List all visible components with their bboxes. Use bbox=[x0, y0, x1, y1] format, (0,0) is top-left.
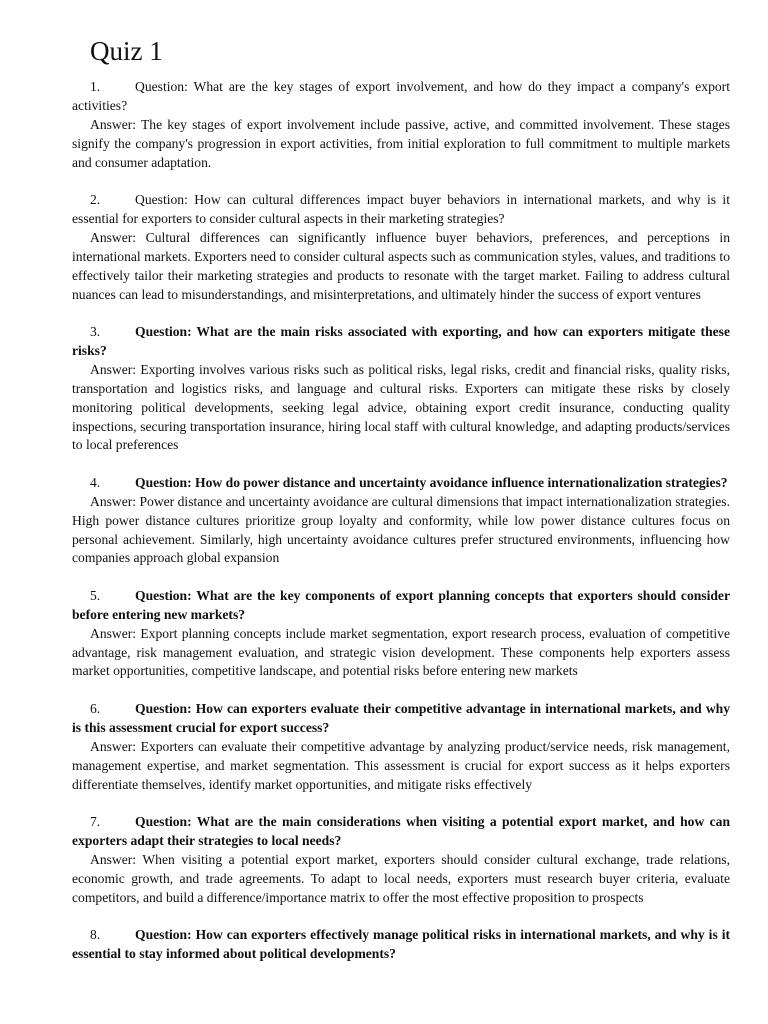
answer-1: Answer: The key stages of export involvement include passive, active, and committed involvement. These stages signify the company's progression in export activities, from initial exploration to full commitment to multiple markets and consumer adaptation. bbox=[72, 116, 730, 170]
document-page bbox=[72, 34, 730, 982]
question-text: Question: How can exporters effectively manage political risks in international markets, and why is it essential to stay informed about political developments? bbox=[72, 926, 730, 961]
answer-5: Answer: Export planning concepts include market segmentation, export research process, evaluation of competitive advantage, risk management evaluation, and strategic vision development. These components help exporters assess market opportunities, competitive landscape, and potential risks before entering new markets bbox=[72, 625, 730, 679]
question-text: Question: What are the main risks associated with exporting, and how can exporters mitigate these risks? bbox=[72, 323, 730, 358]
qa-item-5 bbox=[72, 587, 730, 682]
qa-item-2 bbox=[72, 191, 730, 304]
question-1 bbox=[72, 78, 730, 116]
answer-3: Answer: Exporting involves various risks such as political risks, legal risks, credit and financial risks, quality risks, transportation and logistics risks, and language and cultural risks. Exporters can mitigate these risks by closely monitoring political developments, seeking legal advice, obtaining export credit insurance, conducting quality inspections, securing transportation insurance, hiring local staff with cultural knowledge, and adapting products/services to local preferences bbox=[72, 361, 730, 453]
question-5 bbox=[72, 587, 730, 625]
question-number: 4. bbox=[90, 474, 101, 490]
question-text: Question: What are the key stages of export involvement, and how do they impact a company's export activities? bbox=[72, 79, 730, 113]
question-text: Question: How can cultural differences impact buyer behaviors in international markets, and why is it essential for exporters to consider cultural aspects in their marketing strategies? bbox=[72, 192, 730, 226]
question-number: 6. bbox=[90, 700, 101, 716]
qa-item-6 bbox=[72, 700, 730, 795]
question-number: 7. bbox=[90, 813, 101, 829]
question-number: 5. bbox=[90, 587, 101, 603]
page-title: Quiz 1 bbox=[90, 36, 163, 66]
question-text: Question: What are the key components of export planning concepts that exporters should consider before entering new markets? bbox=[72, 587, 730, 622]
question-number: 3. bbox=[90, 323, 101, 339]
question-text: Question: How can exporters evaluate their competitive advantage in international markets, and why is this assessment crucial for export success? bbox=[72, 700, 730, 735]
answer-7: Answer: When visiting a potential export market, exporters should consider cultural exchange, trade relations, economic growth, and trade agreements. To adapt to local needs, exporters must research buyer criteria, evaluate competitors, and build a difference/importance matrix to offer the most effective proposition to prospects bbox=[72, 851, 730, 905]
answer-2: Answer: Cultural differences can significantly influence buyer behaviors, preferences, and perceptions in international markets. Exporters need to consider cultural aspects such as communication styles, values, and traditions to effectively tailor their marketing strategies and products to resonate with the target market. Failing to address cultural nuances can lead to misunderstandings, and misinterpretations, and ultimately hinder the success of export ventures bbox=[72, 229, 730, 302]
qa-item-7 bbox=[72, 813, 730, 908]
qa-item-1 bbox=[72, 78, 730, 173]
qa-item-3 bbox=[72, 323, 730, 455]
question-4 bbox=[72, 474, 730, 493]
question-8 bbox=[72, 926, 730, 964]
question-6 bbox=[72, 700, 730, 738]
question-number: 8. bbox=[90, 926, 101, 942]
question-number: 1. bbox=[90, 79, 101, 94]
answer-4: Answer: Power distance and uncertainty avoidance are cultural dimensions that impact internationalization strategies. High power distance cultures prioritize group loyalty and conformity, while low power distance cultures focus on personal achievement. Similarly, high uncertainty avoidance cultures prefer structured environments, influencing how companies approach global expansion bbox=[72, 493, 730, 566]
question-3 bbox=[72, 323, 730, 361]
question-2 bbox=[72, 191, 730, 229]
answer-6: Answer: Exporters can evaluate their competitive advantage by analyzing product/service needs, risk management, management expertise, and market segmentation. This assessment is crucial for export success as it helps exporters differentiate themselves, identify market opportunities, and mitigate risks effectively bbox=[72, 738, 730, 792]
question-7 bbox=[72, 813, 730, 851]
qa-item-4 bbox=[72, 474, 730, 569]
qa-item-8 bbox=[72, 926, 730, 964]
question-number: 2. bbox=[90, 192, 101, 208]
question-text: Question: How do power distance and uncertainty avoidance influence internationalization strategies? bbox=[135, 474, 728, 490]
question-text: Question: What are the main considerations when visiting a potential export market, and how can exporters adapt their strategies to local needs? bbox=[72, 813, 730, 848]
